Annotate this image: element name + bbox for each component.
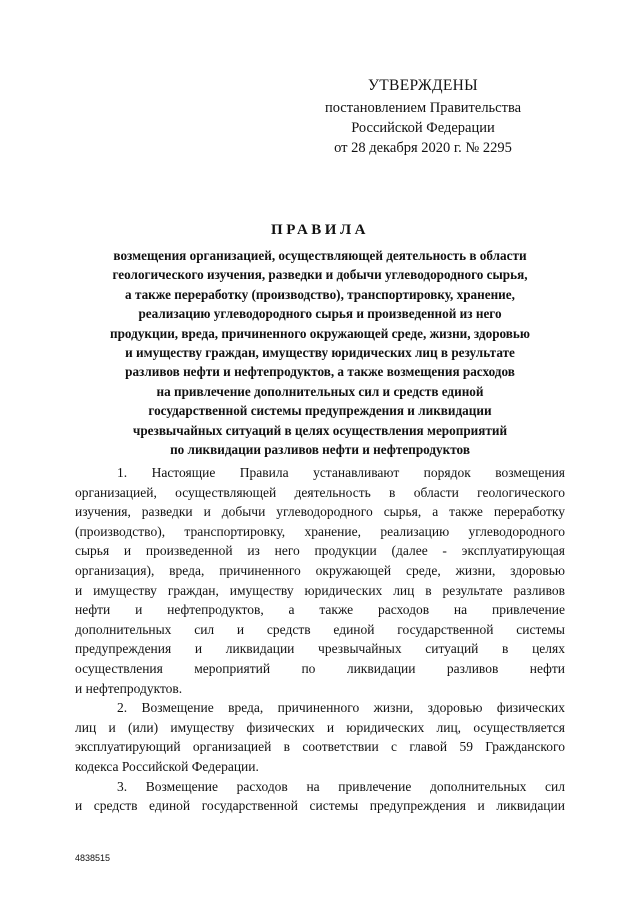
- body-line: 3. Возмещение расходов на привлечение дополнительных сил: [117, 778, 565, 794]
- body-line: организация), вреда, причиненного окружающей среде, жизни, здоровью: [75, 562, 565, 578]
- document-body: [75, 463, 565, 816]
- body-line: предупреждения и ликвидации чрезвычайных ситуаций в целях: [75, 641, 565, 657]
- body-line: эксплуатирующий организацией в соответствии с главой 59 Гражданского: [75, 739, 565, 755]
- document-title: ПРАВИЛА: [271, 222, 369, 238]
- subtitle-line: возмещения организацией, осуществляющей деятельность в области: [113, 248, 527, 263]
- body-line: организацией, осуществляющей деятельность в области геологического: [75, 484, 565, 500]
- approval-line: Российской Федерации: [351, 120, 495, 136]
- body-line: лиц и (или) имуществу физических и юридических лиц, осуществляется: [75, 719, 565, 735]
- body-line: дополнительных сил и средств единой государственной системы: [75, 621, 565, 637]
- body-line: осуществления мероприятий по ликвидации разливов нефти: [75, 660, 565, 676]
- body-line: кодекса Российской Федерации.: [75, 758, 259, 774]
- document-subtitle: [60, 246, 580, 459]
- subtitle-line: разливов нефти и нефтепродуктов, а также возмещения расходов: [125, 364, 515, 380]
- document-code: 4838515: [75, 853, 111, 863]
- body-line: и имуществу граждан, имуществу юридических лиц в результате разливов: [75, 582, 565, 598]
- body-line: 1. Настоящие Правила устанавливают порядок возмещения: [117, 465, 565, 480]
- approval-stamp: [300, 76, 546, 158]
- body-line: и нефтепродуктов.: [75, 680, 183, 696]
- approval-heading: УТВЕРЖДЕНЫ: [368, 77, 478, 94]
- approval-line: постановлением Правительства: [324, 100, 522, 116]
- body-line: (производство), транспортировку, хранение, реализацию углеводородного: [75, 523, 565, 539]
- body-line: изучения, разведки и добычи углеводородного сырья, а также переработку: [75, 504, 565, 520]
- subtitle-line: на привлечение дополнительных сил и средств единой: [156, 383, 484, 399]
- subtitle-line: чрезвычайных ситуаций в целях осуществления мероприятий: [132, 422, 508, 438]
- body-line: сырья и произведенной из него продукции (далее - эксплуатирующая: [75, 543, 565, 559]
- body-line: и средств единой государственной системы предупреждения и ликвидации: [75, 798, 565, 814]
- subtitle-line: и имуществу граждан, имуществу юридических лиц в результате: [125, 345, 515, 361]
- subtitle-line: реализацию углеводородного сырья и произведенной из него: [138, 306, 502, 322]
- subtitle-line: геологического изучения, разведки и добычи углеводородного сырья,: [112, 267, 528, 283]
- subtitle-line: а также переработку (производство), транспортировку, хранение,: [125, 286, 515, 302]
- body-line: 2. Возмещение вреда, причиненного жизни, здоровью физических: [117, 700, 565, 716]
- subtitle-line: по ликвидации разливов нефти и нефтепродуктов: [170, 442, 470, 458]
- subtitle-line: продукции, вреда, причиненного окружающей среде, жизни, здоровью: [110, 325, 530, 341]
- approval-line: от 28 декабря 2020 г. № 2295: [334, 140, 512, 156]
- subtitle-line: государственной системы предупреждения и ликвидации: [148, 403, 492, 419]
- body-line: нефти и нефтепродуктов, а также расходов на привлечение: [75, 602, 565, 618]
